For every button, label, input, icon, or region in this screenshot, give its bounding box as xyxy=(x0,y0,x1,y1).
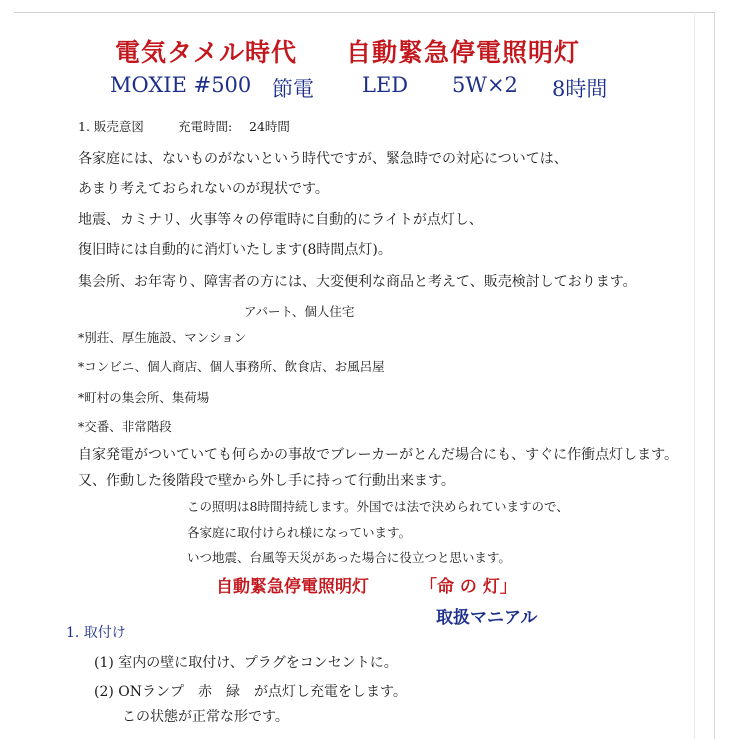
bullet-item: *交番、非常階段 xyxy=(78,419,172,434)
step-item: (2) ONランプ 赤 緑 が点灯し充電をします。 xyxy=(94,684,407,700)
paragraph-line: 各家庭には、ないものがないという時代ですが、緊急時での対応については、 xyxy=(78,151,568,167)
spec-saving: 節電 xyxy=(272,77,314,101)
spec-type: LED xyxy=(362,73,409,97)
after-line: 自家発電がついていても何らかの事故でブレーカーがとんだ場合にも、すぐに作衝点灯します。 xyxy=(78,447,679,463)
paragraph-line: 集会所、お年寄り、障害者の方には、大変便利な商品と考えて、販売検討しております。 xyxy=(78,274,637,290)
note-line: 各家庭に取付けられ様になっています。 xyxy=(187,525,412,540)
charge-label: 充電時間: xyxy=(178,119,233,134)
manual-nickname: 「命 の 灯」 xyxy=(420,577,517,597)
bullet-item: *別荘、厚生施設、マンション xyxy=(78,330,247,345)
charge-value: 24時間 xyxy=(249,119,290,134)
title-left: 電気タメル時代 xyxy=(115,38,298,67)
title-right: 自動緊急停電照明灯 xyxy=(346,38,581,67)
page-edge-top xyxy=(14,12,714,13)
bullet-item: *町村の集会所、集荷場 xyxy=(78,390,210,405)
bullet-item: *コンビニ、個人商店、個人事務所、飲食店、お風呂屋 xyxy=(78,359,385,374)
manual-title: 取扱マニアル xyxy=(436,608,538,628)
paragraph-line: あまり考えておられないのが現状です。 xyxy=(78,181,329,197)
spec-power: 5W×2 xyxy=(452,73,518,97)
step-item: (1) 室内の壁に取付け、プラグをコンセントに。 xyxy=(94,655,398,671)
after-line: 又、作動した後階段で壁から外し手に持って行動出来ます。 xyxy=(78,473,455,489)
centered-label: アパート、個人住宅 xyxy=(244,304,355,319)
paragraph-line: 復旧時には自動的に消灯いたします(8時間点灯)。 xyxy=(78,242,392,258)
note-line: いつ地震、台風等天災があった場合に役立つと思います。 xyxy=(187,550,511,565)
page-edge-inner xyxy=(694,12,695,739)
paragraph-line: 地震、カミナリ、火事等々の停電時に自動的にライトが点灯し、 xyxy=(78,212,483,228)
section2-heading: 1. 取付け xyxy=(66,625,126,641)
step-note: この状態が正常な形です。 xyxy=(122,709,289,725)
section1-heading: 1. 販売意図 xyxy=(78,119,144,134)
page-edge-right xyxy=(714,12,715,739)
note-line: この照明は8時間持続します。外国では法で決められていますので、 xyxy=(187,499,569,514)
spec-hours: 8時間 xyxy=(552,77,608,101)
spec-model: MOXIE #500 xyxy=(110,73,252,97)
manual-product-name: 自動緊急停電照明灯 xyxy=(216,577,369,597)
